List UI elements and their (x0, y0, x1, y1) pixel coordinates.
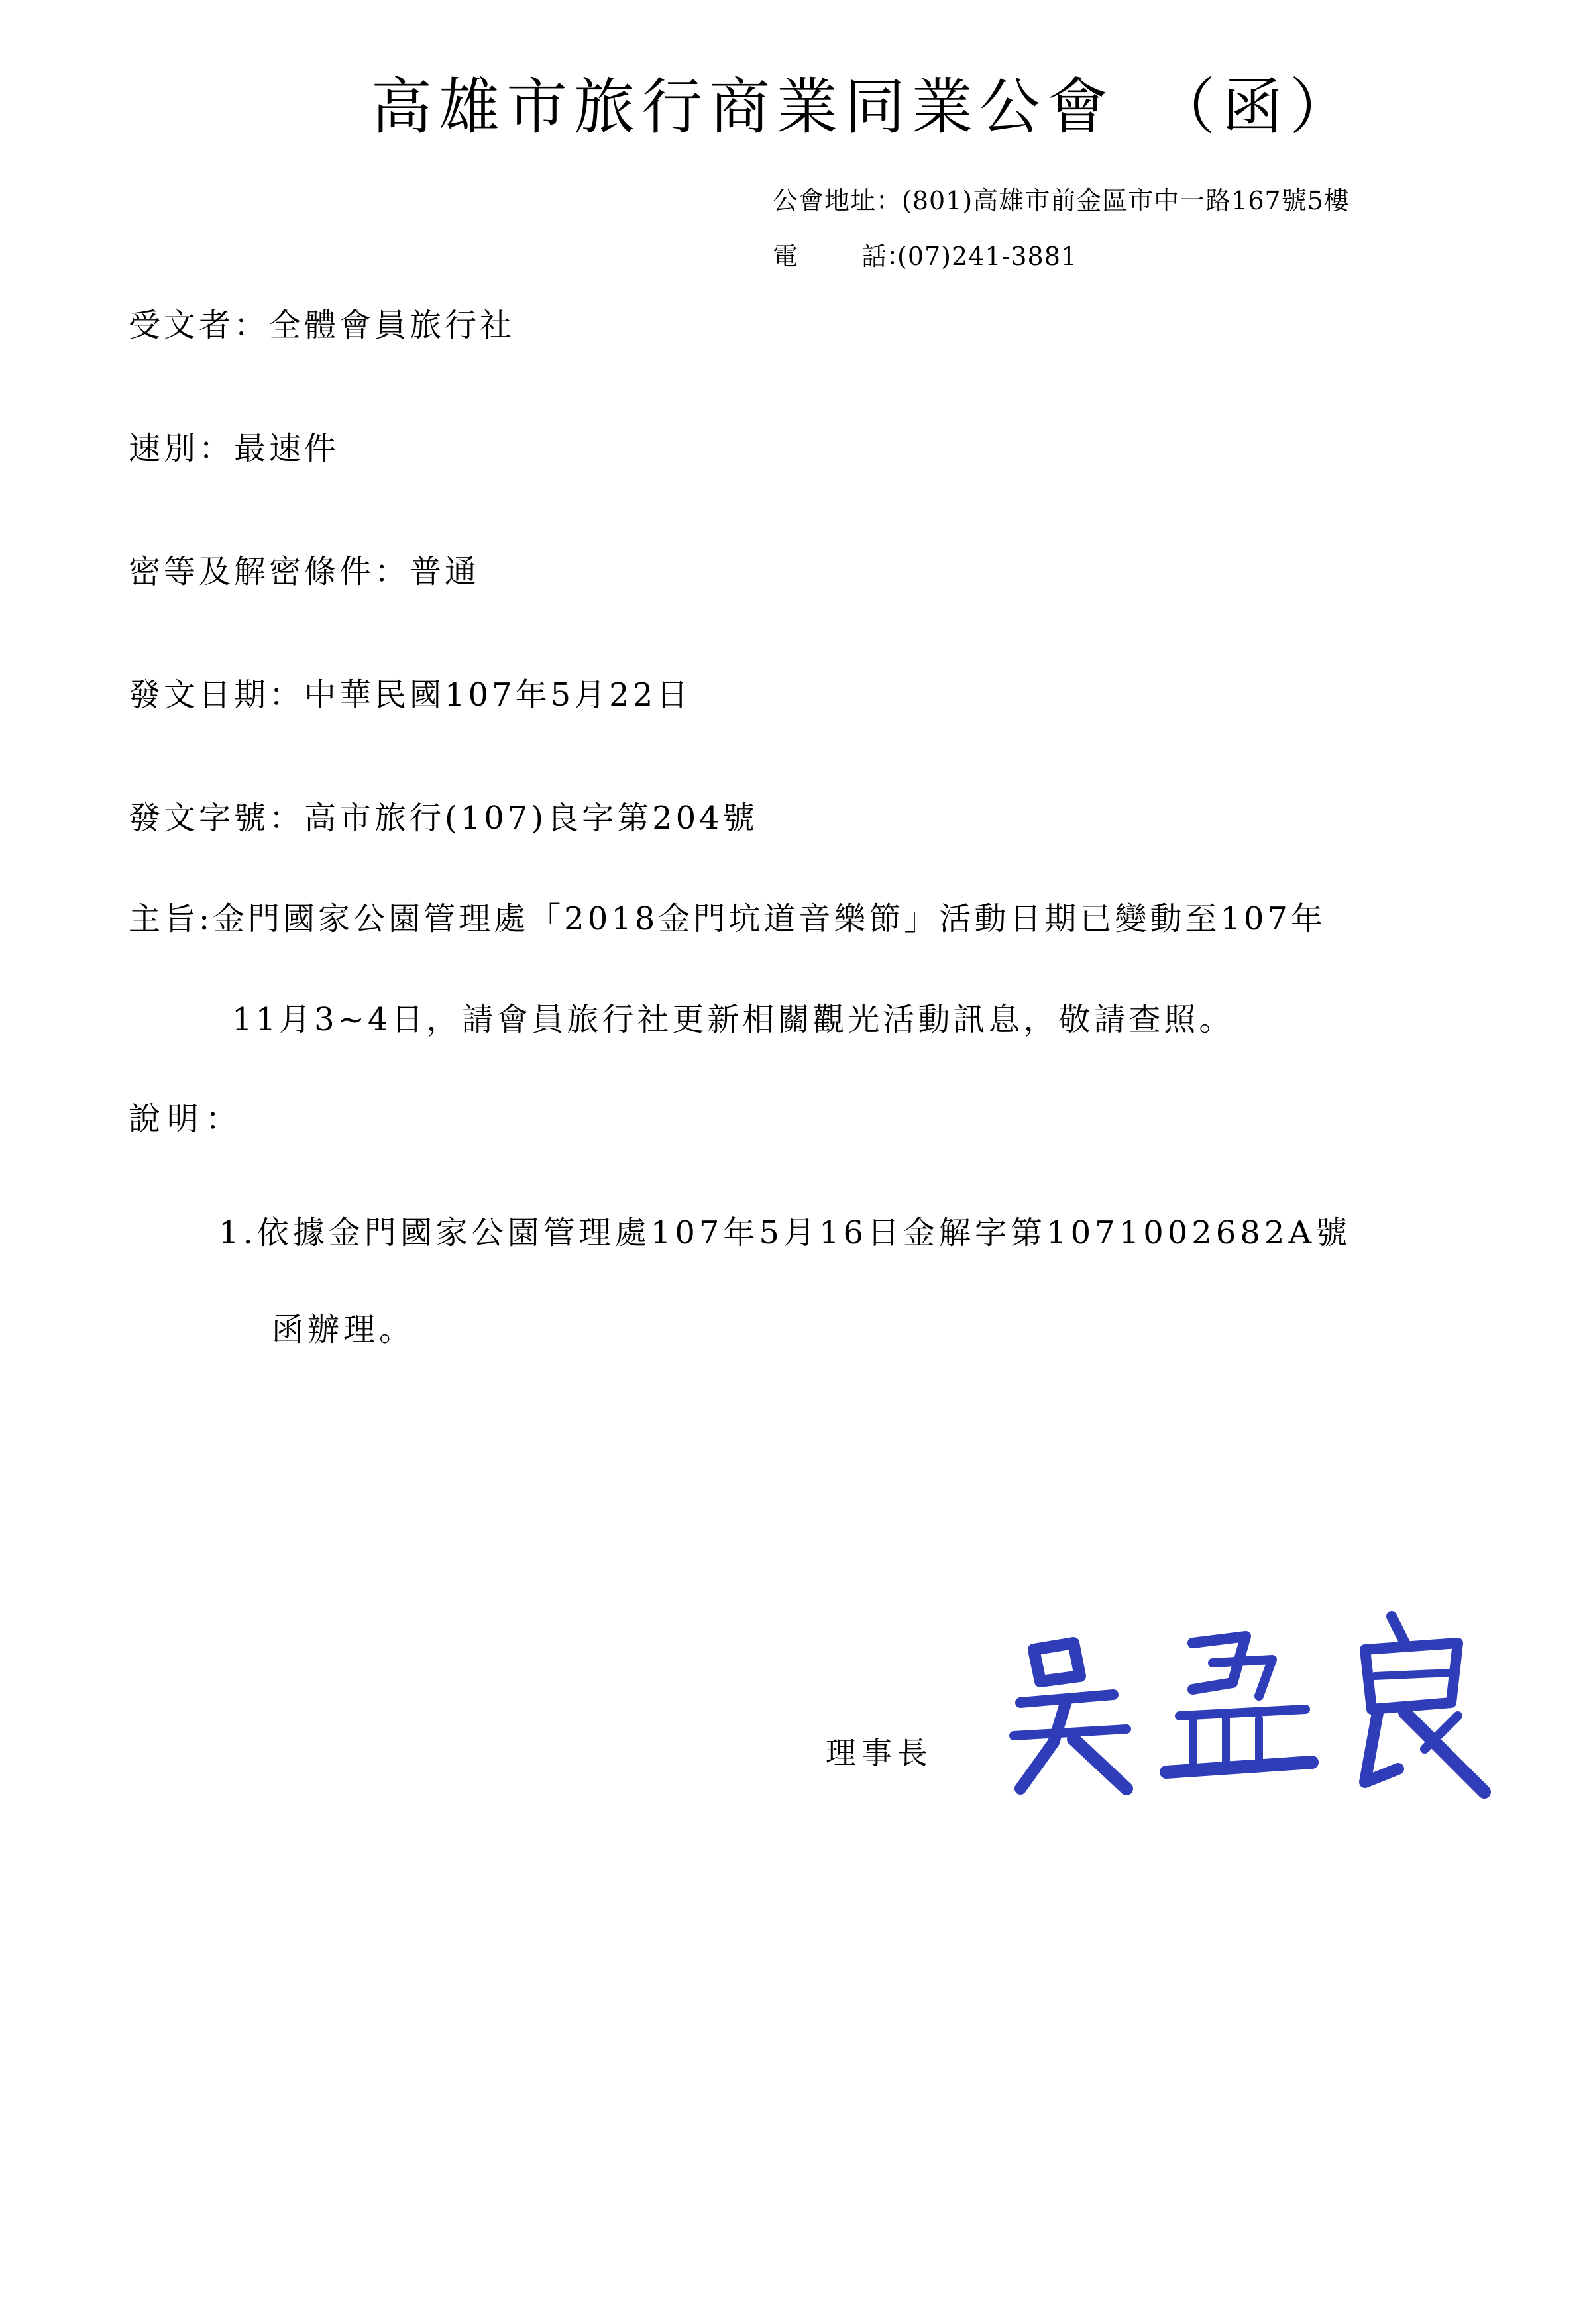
document-type: （函） (1154, 72, 1358, 142)
issue-date: 發文日期：中華民國107年5月22日 (129, 676, 692, 713)
phone-label-tail: 話： (861, 242, 912, 271)
phone-label (773, 236, 912, 272)
phone-label-char: 電 (773, 242, 798, 271)
explanation-label: 說明： (129, 1100, 245, 1137)
subject-line-1: 主旨:金門國家公園管理處「2018金門坑道音樂節」活動日期已變動至107年 (129, 900, 1326, 937)
association-phone (773, 236, 1077, 272)
document-number: 發文字號：高市旅行(107)良字第204號 (129, 800, 758, 837)
chairman-label: 理事長 (826, 1735, 933, 1771)
letter-title (371, 58, 1357, 146)
subject-line-2: 11月3~4日，請會員旅行社更新相關觀光活動訊息，敬請查照。 (232, 1001, 1234, 1038)
explanation-item-1-line-1: 1.依據金門國家公園管理處107年5月16日金解字第1071002682A號 (219, 1214, 1352, 1251)
delivery-speed: 速別：最速件 (129, 430, 340, 467)
classification: 密等及解密條件：普通 (129, 553, 480, 590)
explanation-item-1-line-2: 函辦理。 (272, 1311, 415, 1348)
handwritten-signature (994, 1603, 1498, 1815)
address-value: (801)高雄市前金區市中一路167號5樓 (902, 186, 1350, 215)
association-address (773, 180, 1350, 217)
address-label: 公會地址： (773, 186, 903, 215)
recipient: 受文者：全體會員旅行社 (129, 307, 516, 344)
phone-value: (07)241-3881 (897, 242, 1078, 271)
association-name: 高雄市旅行商業同業公會 (371, 72, 1115, 142)
